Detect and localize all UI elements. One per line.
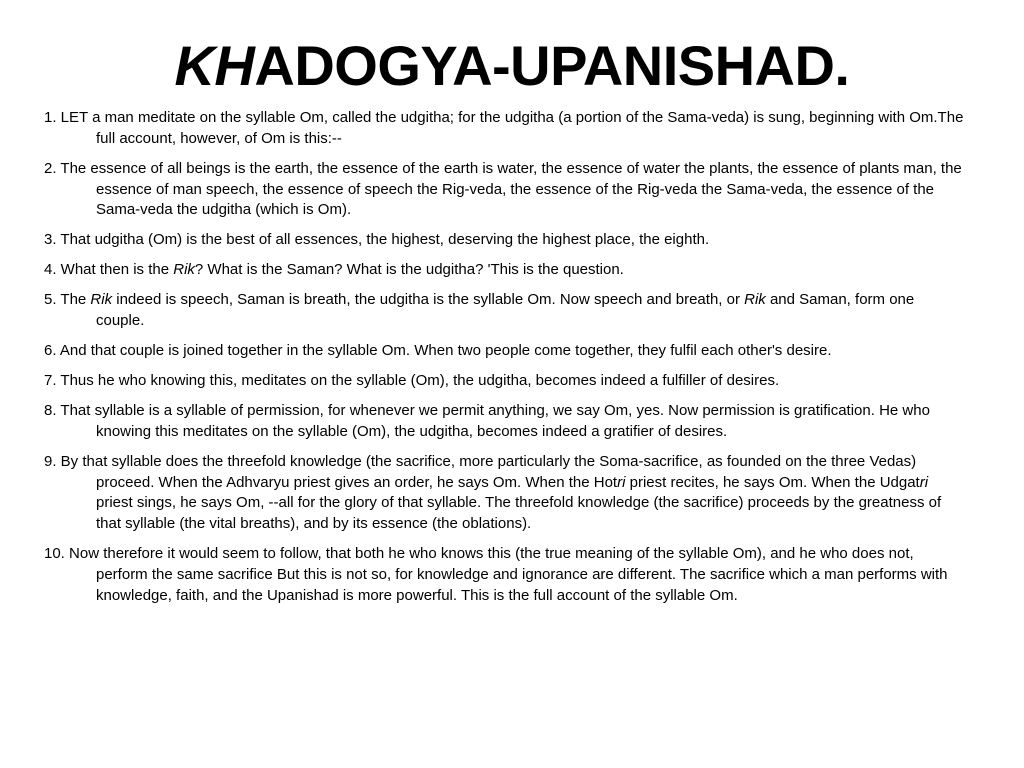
paragraph-9 xyxy=(44,452,964,535)
paragraph-text: 8. That syllable is a syllable of permission, for whenever we permit anything, we say Om, yes. Now permission is gratification. He who knowing this meditates on the syllable (Om), the udgitha, becomes indeed a gratifier of desires. xyxy=(44,402,930,440)
paragraph-7 xyxy=(44,371,964,392)
paragraph-text: indeed is speech, Saman is breath, the udgitha is the syllable Om. Now speech and breath, or xyxy=(112,291,745,309)
paragraph-text: 1. LET a man meditate on the syllable Om, called the udgitha; for the udgitha (a portion of the Sama-veda) is sung, beginning with Om.The full account, however, of Om is this:-- xyxy=(44,109,964,147)
slide-title xyxy=(0,30,1024,102)
slide-title-italic-part: KH xyxy=(174,34,255,97)
italic-term: ri xyxy=(617,473,626,491)
paragraph-5 xyxy=(44,290,964,332)
paragraph-text: ? What is the Saman? What is the udgitha? 'This is the question. xyxy=(194,261,624,279)
italic-term: Rik xyxy=(173,261,195,279)
paragraph-6 xyxy=(44,341,964,362)
paragraph-text: 5. The xyxy=(44,291,91,309)
italic-term: ri xyxy=(919,473,929,491)
paragraph-8 xyxy=(44,401,964,443)
paragraph-text: 4. What then is the xyxy=(44,261,174,279)
paragraph-2 xyxy=(44,159,964,221)
paragraph-text: 3. That udgitha (Om) is the best of all essences, the highest, deserving the highest place, the eighth. xyxy=(44,231,710,249)
paragraph-1 xyxy=(44,108,964,150)
paragraph-text: and Saman, form one couple. xyxy=(96,291,915,330)
paragraph-4 xyxy=(44,260,964,281)
paragraph-text: priest sings, he says Om, --all for the glory of that syllable. The threefold knowledge (the sacrifice) proceeds by the greatness of that syllable (the vital breaths), and by its essence (the oblations). xyxy=(96,494,942,533)
paragraph-text: 6. And that couple is joined together in the syllable Om. When two people come together, they fulfil each other's desire. xyxy=(44,342,832,360)
paragraph-text: priest recites, he says Om. When the Udgat xyxy=(625,473,920,491)
paragraph-3 xyxy=(44,230,964,251)
italic-term: Rik xyxy=(90,291,113,309)
paragraph-10 xyxy=(44,544,964,606)
paragraph-text: 2. The essence of all beings is the earth, the essence of the earth is water, the essence of water the plants, the essence of plants man, the essence of man speech, the essence of speech the Rig-veda, the essence of the Rig-veda the Sama-veda, the essence of the Sama-veda the udgitha (which is Om). xyxy=(44,159,962,219)
paragraph-text: 7. Thus he who knowing this, meditates on the syllable (Om), the udgitha, becomes indeed a fulfiller of desires. xyxy=(44,372,780,390)
paragraph-text: 9. By that syllable does the threefold knowledge (the sacrifice, more particularly the Soma-sacrifice, as founded on the three Vedas) proceed. When the Adhvaryu priest gives an order, he says Om. When the Hot xyxy=(44,452,917,491)
paragraph-text: 10. Now therefore it would seem to follow, that both he who knows this (the true meaning of the syllable Om), and he who does not, perform the same sacrifice But this is not so, for knowledge and ignorance are different. The sacrifice which a man performs with knowledge, faith, and the Upanishad is more powerful. This is the full account of the syllable Om. xyxy=(44,545,948,604)
italic-term: Rik xyxy=(744,291,766,309)
text-body xyxy=(44,108,964,616)
slide-title-rest: ADOGYA-UPANISHAD. xyxy=(254,34,850,97)
